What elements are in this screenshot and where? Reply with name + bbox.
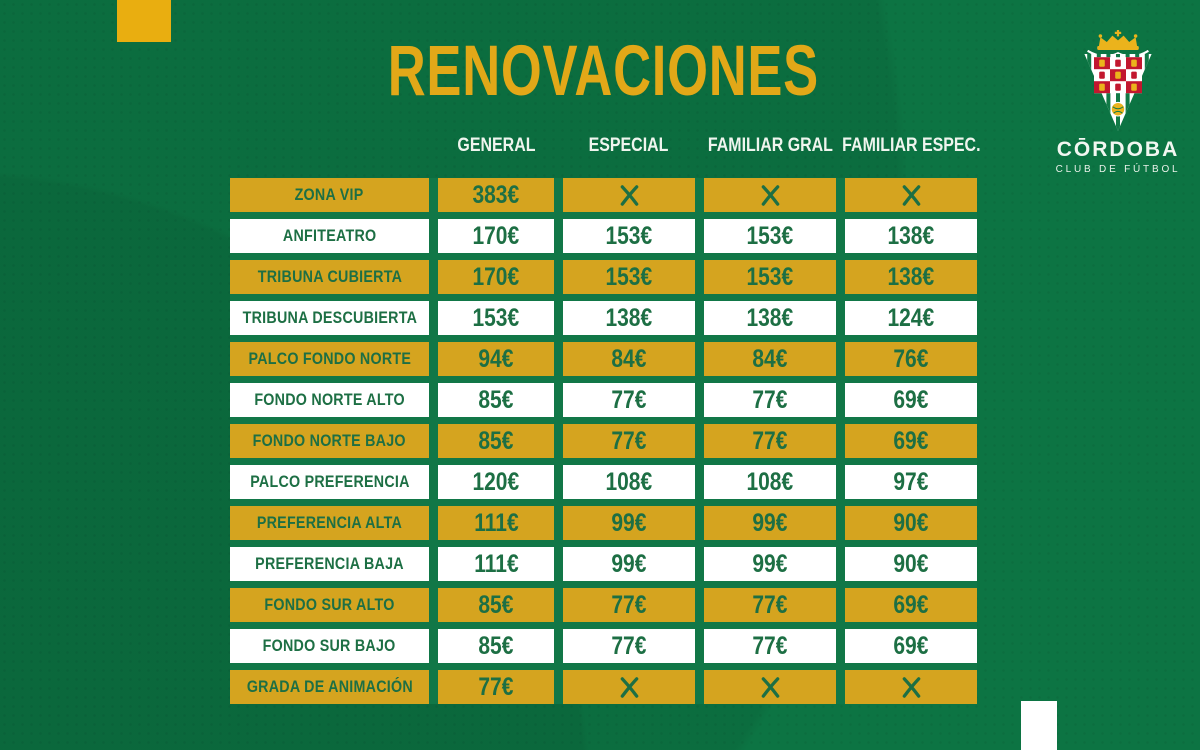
zone-label: ANFITEATRO <box>282 226 377 245</box>
price-cell-familiar-espec <box>845 629 977 663</box>
price-cell-familiar-espec <box>845 465 977 499</box>
bottom-right-accent-rect <box>1021 701 1057 750</box>
zone-label: FONDO SUR BAJO <box>263 636 396 655</box>
zone-label: TRIBUNA DESCUBIERTA <box>242 308 417 327</box>
price-cell-familiar-gral <box>704 588 836 622</box>
price-cell-especial <box>563 670 695 704</box>
table-row <box>230 342 977 376</box>
price-value: 170€ <box>472 262 520 291</box>
price-value: 90€ <box>893 549 929 578</box>
price-cell-especial <box>563 342 695 376</box>
price-cell-familiar-gral <box>704 383 836 417</box>
price-cell-familiar-espec <box>845 424 977 458</box>
price-cell-general <box>438 301 554 335</box>
table-row <box>230 424 977 458</box>
col-header-familiar-gral <box>704 128 836 164</box>
price-value: 99€ <box>611 549 647 578</box>
zone-cell <box>230 301 429 335</box>
price-value: 97€ <box>893 467 929 496</box>
zone-label: FONDO NORTE ALTO <box>254 390 405 409</box>
row-label-column-spacer <box>230 128 429 164</box>
price-value: 138€ <box>887 262 935 291</box>
club-subtitle: CLUB DE FÚTBOL <box>1055 164 1181 175</box>
price-value: 153€ <box>605 262 653 291</box>
table-row <box>230 383 977 417</box>
price-cell-familiar-espec <box>845 260 977 294</box>
price-cell-general <box>438 547 554 581</box>
zone-cell <box>230 383 429 417</box>
price-cell-especial <box>563 547 695 581</box>
price-value: 153€ <box>472 303 520 332</box>
price-value: 120€ <box>472 467 520 496</box>
price-value: 111€ <box>473 549 519 578</box>
price-cell-general <box>438 342 554 376</box>
price-value: 153€ <box>605 221 653 250</box>
price-value: 77€ <box>611 426 647 455</box>
price-cell-familiar-gral <box>704 342 836 376</box>
price-value: 77€ <box>752 385 788 414</box>
zone-label: FONDO NORTE BAJO <box>252 431 407 450</box>
price-value: 153€ <box>746 221 794 250</box>
price-value: 85€ <box>478 590 514 619</box>
title-wrap <box>230 32 977 111</box>
price-cell-familiar-espec <box>845 383 977 417</box>
price-value: 90€ <box>893 508 929 537</box>
col-header-general-label: GENERAL <box>456 135 536 156</box>
price-cell-familiar-gral <box>704 301 836 335</box>
price-value: 99€ <box>752 508 788 537</box>
price-cell-familiar-espec <box>845 178 977 212</box>
price-cell-familiar-gral <box>704 670 836 704</box>
zone-cell <box>230 465 429 499</box>
col-header-general <box>438 128 554 164</box>
price-value: 99€ <box>611 508 647 537</box>
not-available-icon <box>759 184 782 207</box>
price-cell-familiar-espec <box>845 219 977 253</box>
price-value: 69€ <box>893 631 929 660</box>
price-cell-familiar-gral <box>704 424 836 458</box>
zone-cell <box>230 506 429 540</box>
not-available-icon <box>759 676 782 699</box>
table-row <box>230 547 977 581</box>
price-cell-general <box>438 424 554 458</box>
table-row <box>230 301 977 335</box>
price-cell-general <box>438 383 554 417</box>
price-cell-familiar-gral <box>704 465 836 499</box>
price-cell-especial <box>563 506 695 540</box>
zone-cell <box>230 424 429 458</box>
price-value: 99€ <box>752 549 788 578</box>
price-value: 77€ <box>611 590 647 619</box>
price-cell-especial <box>563 465 695 499</box>
crown-icon <box>1088 30 1149 56</box>
zone-cell <box>230 629 429 663</box>
price-value: 69€ <box>893 590 929 619</box>
zone-cell <box>230 260 429 294</box>
not-available-icon <box>900 676 923 699</box>
col-header-familiar-espec-label: FAMILIAR ESPEC. <box>841 135 981 156</box>
zone-cell <box>230 588 429 622</box>
club-crest-icon <box>1062 30 1174 134</box>
price-cell-especial <box>563 219 695 253</box>
price-cell-familiar-gral <box>704 629 836 663</box>
zone-label: ZONA VIP <box>295 185 364 204</box>
price-cell-especial <box>563 383 695 417</box>
not-available-icon <box>618 676 641 699</box>
price-value: 153€ <box>746 262 794 291</box>
price-cell-familiar-espec <box>845 301 977 335</box>
zone-label: PREFERENCIA BAJA <box>255 554 404 573</box>
price-cell-familiar-espec <box>845 588 977 622</box>
price-value: 111€ <box>473 508 519 537</box>
price-cell-familiar-gral <box>704 178 836 212</box>
price-cell-familiar-espec <box>845 342 977 376</box>
price-value: 108€ <box>605 467 653 496</box>
price-cell-general <box>438 178 554 212</box>
page-title: RENOVACIONES <box>387 32 820 111</box>
price-value: 84€ <box>752 344 788 373</box>
price-cell-especial <box>563 588 695 622</box>
price-cell-general <box>438 260 554 294</box>
table-row <box>230 670 977 704</box>
price-cell-familiar-espec <box>845 506 977 540</box>
price-cell-familiar-espec <box>845 670 977 704</box>
price-value: 69€ <box>893 385 929 414</box>
price-cell-general <box>438 506 554 540</box>
zone-label: GRADA DE ANIMACIÓN <box>246 677 413 696</box>
zone-cell <box>230 670 429 704</box>
club-name: CŌRDOBA <box>1056 138 1180 161</box>
zone-label: FONDO SUR ALTO <box>264 595 395 614</box>
club-logo <box>1044 30 1192 175</box>
table-row <box>230 506 977 540</box>
price-cell-general <box>438 629 554 663</box>
price-cell-familiar-gral <box>704 260 836 294</box>
table-row <box>230 260 977 294</box>
zone-cell <box>230 547 429 581</box>
pennant-icon <box>1084 54 1151 131</box>
price-value: 69€ <box>893 426 929 455</box>
col-header-especial-label: ESPECIAL <box>589 135 669 156</box>
price-value: 85€ <box>478 385 514 414</box>
table-row <box>230 219 977 253</box>
zone-label: TRIBUNA CUBIERTA <box>257 267 402 286</box>
price-value: 77€ <box>611 631 647 660</box>
table-row <box>230 588 977 622</box>
football-icon <box>1111 102 1125 116</box>
zone-label: PREFERENCIA ALTA <box>256 513 403 532</box>
not-available-icon <box>900 184 923 207</box>
price-value: 170€ <box>472 221 520 250</box>
price-value: 138€ <box>887 221 935 250</box>
price-value: 138€ <box>746 303 794 332</box>
price-cell-especial <box>563 424 695 458</box>
price-cell-general <box>438 219 554 253</box>
zone-cell <box>230 219 429 253</box>
price-value: 124€ <box>887 303 935 332</box>
table-row <box>230 629 977 663</box>
col-header-familiar-gral-label: FAMILIAR GRAL <box>707 135 833 156</box>
price-cell-especial <box>563 301 695 335</box>
table-row <box>230 178 977 212</box>
price-value: 383€ <box>472 180 520 209</box>
price-cell-general <box>438 670 554 704</box>
price-value: 77€ <box>478 672 514 701</box>
price-value: 76€ <box>893 344 929 373</box>
price-value: 84€ <box>611 344 647 373</box>
price-cell-familiar-gral <box>704 506 836 540</box>
col-header-familiar-espec <box>841 128 981 164</box>
price-cell-familiar-gral <box>704 219 836 253</box>
price-value: 108€ <box>746 467 794 496</box>
price-value: 94€ <box>478 344 514 373</box>
price-cell-general <box>438 465 554 499</box>
not-available-icon <box>618 184 641 207</box>
price-value: 77€ <box>752 590 788 619</box>
zone-label: PALCO FONDO NORTE <box>248 349 411 368</box>
price-cell-especial <box>563 178 695 212</box>
col-header-especial <box>563 128 695 164</box>
price-cell-familiar-gral <box>704 547 836 581</box>
price-value: 85€ <box>478 631 514 660</box>
price-cell-familiar-espec <box>845 547 977 581</box>
price-value: 77€ <box>752 631 788 660</box>
price-value: 77€ <box>611 385 647 414</box>
zone-label: PALCO PREFERENCIA <box>249 472 410 491</box>
price-cell-especial <box>563 629 695 663</box>
price-table-body <box>230 178 977 704</box>
table-row <box>230 465 977 499</box>
price-cell-especial <box>563 260 695 294</box>
price-value: 138€ <box>605 303 653 332</box>
zone-cell <box>230 342 429 376</box>
price-value: 85€ <box>478 426 514 455</box>
price-value: 77€ <box>752 426 788 455</box>
top-left-accent-square <box>117 0 171 42</box>
price-cell-general <box>438 588 554 622</box>
zone-cell <box>230 178 429 212</box>
checker-arms-icon <box>1094 57 1142 93</box>
table-header-row <box>230 128 981 164</box>
